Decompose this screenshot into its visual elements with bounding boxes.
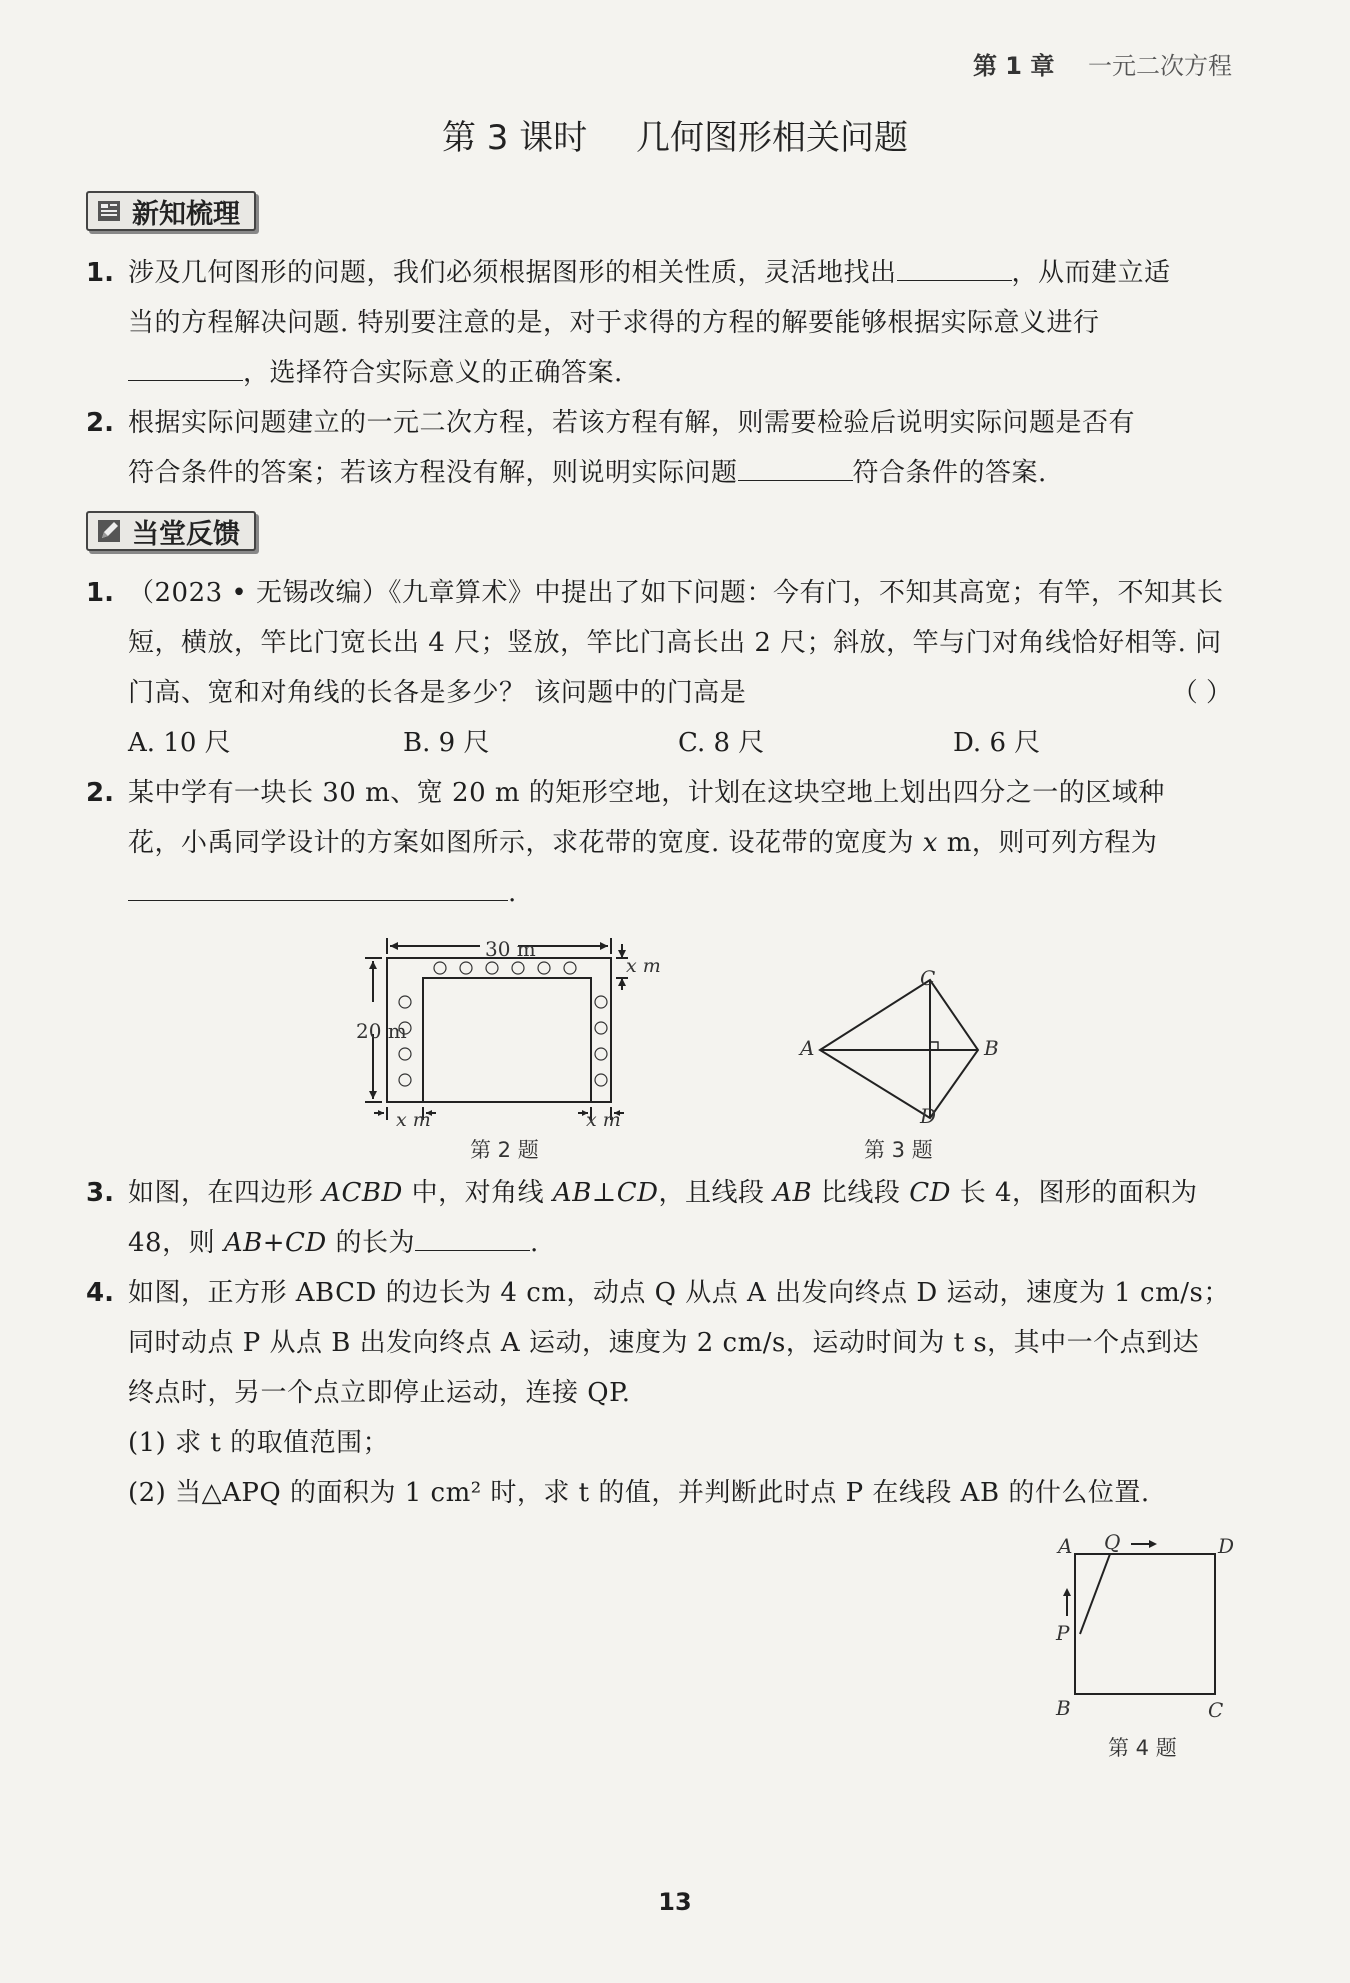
q3-var: AB: [773, 1178, 813, 1208]
answer-blank[interactable]: [128, 358, 243, 381]
feedback-q2-line1: 某中学有一块长 30 m、宽 20 m 的矩形空地，计划在这块空地上划出四分之一的区域种: [128, 778, 1165, 808]
knowledge-q2-text-b: 符合条件的答案.: [852, 458, 1047, 488]
period: .: [530, 1228, 539, 1258]
q3-var: AB+CD: [223, 1228, 327, 1258]
lesson-number: 第 3 课时: [441, 118, 588, 158]
answer-blank[interactable]: [738, 458, 853, 481]
knowledge-q2-line1: 根据实际问题建立的一元二次方程，若该方程有解，则需要检验后说明实际问题是否有: [128, 408, 1136, 438]
section-knowledge-label: 新知梳理: [132, 198, 240, 230]
knowledge-q1-text-b: ，从而建立适: [1011, 258, 1171, 288]
figure-3-diagram: [800, 970, 1010, 1130]
section-feedback-tag: [86, 511, 256, 551]
feedback-q4-sub1: (1) 求 t 的取值范围；: [128, 1428, 390, 1458]
fig4-label-d: D: [1218, 1534, 1235, 1558]
fig3-label-c: C: [920, 966, 936, 990]
book-icon: [96, 198, 122, 224]
knowledge-q2-line2: [128, 448, 1233, 498]
feedback-q2-line3: [128, 868, 1233, 918]
page-number: 13: [658, 1888, 692, 1916]
feedback-q1-line3: 门高、宽和对角线的长各是多少？ 该问题中的门高是: [128, 678, 747, 708]
q3-text: ，且线段: [658, 1178, 774, 1208]
fig3-label-a: A: [800, 1036, 815, 1060]
q3-text: 中，对角线: [402, 1178, 553, 1208]
knowledge-q1-line2: 当的方程解决问题. 特别要注意的是，对于求得的方程的解要能够根据实际意义进行: [128, 308, 1100, 338]
fig4-label-a: A: [1058, 1534, 1073, 1558]
knowledge-q1-text-c: ，选择符合实际意义的正确答案.: [243, 358, 623, 388]
perpendicular-symbol: ⊥: [591, 1178, 617, 1208]
option-b[interactable]: B. 9 尺: [403, 728, 490, 758]
knowledge-q1-number: 1.: [86, 258, 114, 288]
fig2-x-bottom-right-label: x m: [586, 1109, 621, 1131]
fig3-label-d: D: [920, 1104, 937, 1128]
feedback-q3-number: 3.: [86, 1178, 114, 1208]
option-d[interactable]: D. 6 尺: [953, 728, 1041, 758]
feedback-q4-sub2: (2) 当△APQ 的面积为 1 cm² 时，求 t 的值，并判断此时点 P 在线段 AB 的什么位置.: [128, 1478, 1150, 1508]
knowledge-q1-text-a: 涉及几何图形的问题，我们必须根据图形的相关性质，灵活地找出: [128, 258, 897, 288]
section-feedback-label: 当堂反馈: [132, 518, 240, 550]
fig4-label-q: Q: [1104, 1530, 1121, 1554]
fig4-label-c: C: [1208, 1698, 1224, 1722]
fig4-label-p: P: [1056, 1621, 1070, 1645]
answer-blank[interactable]: [897, 258, 1012, 281]
feedback-q4-line2: 同时动点 P 从点 B 出发向终点 A 运动，速度为 2 cm/s，运动时间为 t s，其中一个点到达: [128, 1328, 1200, 1358]
chapter-label: 第 1 章: [972, 52, 1055, 80]
figure-2-caption: 第 2 题: [470, 1138, 539, 1162]
answer-parentheses[interactable]: （ ）: [1171, 678, 1232, 708]
variable-x: x: [922, 828, 938, 858]
answer-blank[interactable]: [128, 878, 508, 901]
feedback-q2-text-a: 花，小禹同学设计的方案如图所示，求花带的宽度. 设花带的宽度为: [128, 828, 915, 858]
figure-3-caption: 第 3 题: [864, 1138, 933, 1162]
feedback-q4-line3: 终点时，另一个点立即停止运动，连接 QP.: [128, 1378, 631, 1408]
option-c[interactable]: C. 8 尺: [678, 728, 765, 758]
period: .: [508, 878, 517, 908]
lesson-name: 几何图形相关问题: [636, 118, 909, 158]
feedback-q2-number: 2.: [86, 778, 114, 808]
fig2-width-label: 30 m: [485, 937, 536, 961]
q3-text: 48，则: [128, 1228, 224, 1258]
running-header: [973, 46, 1232, 81]
q3-text: 如图，在四边形: [128, 1178, 323, 1208]
feedback-q1-line2: 短，横放，竿比门宽长出 4 尺；竖放，竿比门高长出 2 尺；斜放，竿与门对角线恰好相等. 问: [128, 628, 1222, 658]
feedback-q1-number: 1.: [86, 578, 114, 608]
q3-text: 的长为: [326, 1228, 416, 1258]
feedback-q4-number: 4.: [86, 1278, 114, 1308]
fig3-label-b: B: [984, 1036, 999, 1060]
section-knowledge-tag: [86, 191, 256, 231]
knowledge-q2-number: 2.: [86, 408, 114, 438]
q3-var: ACBD: [322, 1178, 403, 1208]
fig2-x-top-label: x m: [626, 955, 661, 977]
answer-blank[interactable]: [415, 1228, 530, 1251]
feedback-q2-text-b: m，则可列方程为: [937, 828, 1158, 858]
feedback-q3-line2: [128, 1218, 1233, 1268]
q3-text: 长 4，图形的面积为: [950, 1178, 1198, 1208]
q3-var: AB: [552, 1178, 592, 1208]
knowledge-q2-text-a: 符合条件的答案；若该方程没有解，则说明实际问题: [128, 458, 738, 488]
lesson-title: [0, 110, 1350, 159]
q3-var: CD: [909, 1178, 951, 1208]
feedback-q1-line1: （2023 • 无锡改编）《九章算术》中提出了如下问题：今有门，不知其高宽；有竿，不知其长: [128, 578, 1224, 608]
pencil-note-icon: [96, 518, 122, 544]
fig4-label-b: B: [1056, 1696, 1071, 1720]
chapter-topic: 一元二次方程: [1088, 52, 1232, 80]
knowledge-q1-line1: [128, 248, 1233, 298]
q3-var: CD: [616, 1178, 659, 1208]
fig2-x-bottom-left-label: x m: [396, 1109, 431, 1131]
option-a[interactable]: A. 10 尺: [128, 728, 231, 758]
feedback-q4-line1: 如图，正方形 ABCD 的边长为 4 cm，动点 Q 从点 A 出发向终点 D 运动，速度为 1 cm/s；: [128, 1278, 1230, 1308]
feedback-q2-line2: [128, 818, 1233, 868]
figure-4-caption: 第 4 题: [1108, 1736, 1177, 1760]
feedback-q3-line1: [128, 1168, 1233, 1218]
q3-text: 比线段: [812, 1178, 910, 1208]
fig2-height-label: 20 m: [356, 1019, 407, 1043]
knowledge-q1-line3: [128, 348, 1233, 398]
